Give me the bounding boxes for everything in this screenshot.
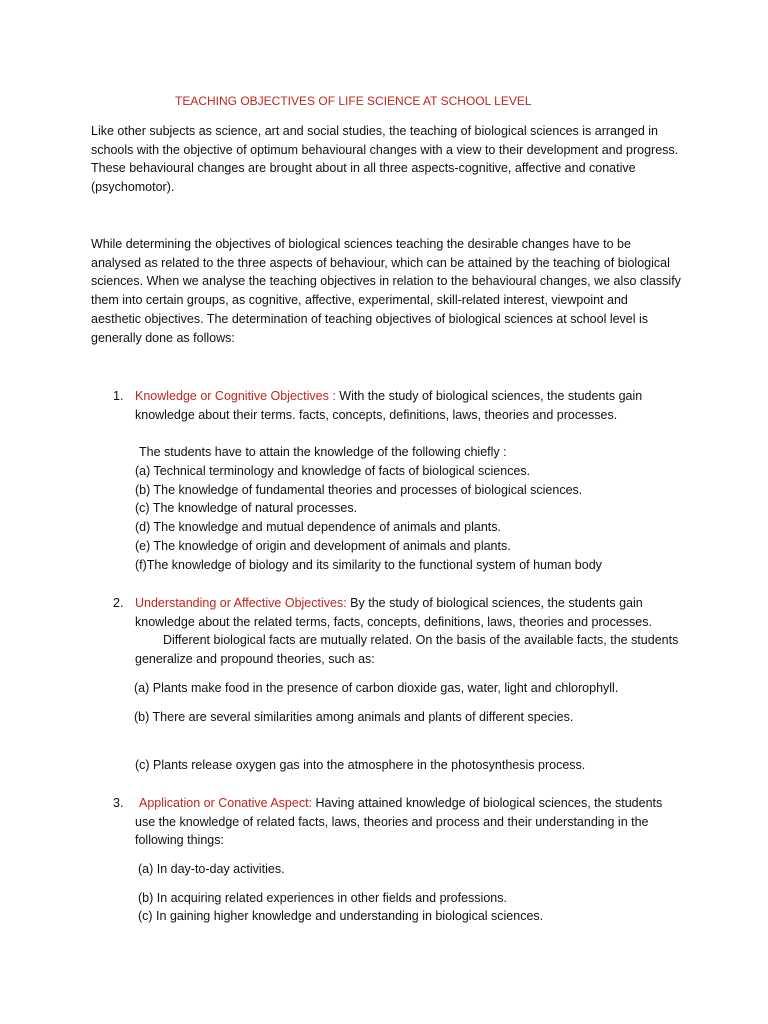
section-2-text bbox=[135, 594, 680, 669]
section-3-number: 3. bbox=[113, 796, 124, 810]
page-title: TEACHING OBJECTIVES OF LIFE SCIENCE AT SCHOOL LEVEL bbox=[175, 94, 532, 108]
list-item: (d) The knowledge and mutual dependence of animals and plants. bbox=[135, 520, 501, 534]
list-item: (a) In day-to-day activities. bbox=[138, 862, 285, 876]
list-item: (a) Technical terminology and knowledge of facts of biological sciences. bbox=[135, 464, 531, 478]
section-1-text bbox=[135, 387, 680, 424]
list-item: (b) In acquiring related experiences in other fields and professions. bbox=[138, 891, 507, 905]
section-2-number: 2. bbox=[113, 596, 124, 610]
section-3-body: Having attained knowledge of biological sciences, the students use the knowledge of related facts, laws, theories and process and their understanding in the following things: bbox=[135, 796, 663, 848]
intro-paragraph-2: While determining the objectives of biological sciences teaching the desirable changes have to be analysed as related to the three aspects of behaviour, which can be attained by the teaching of biological sciences. When we analyse the teaching objectives in relation to the behavioural changes, we also classify them into certain groups, as cognitive, affective, experimental, skill-related interest, viewpoint and aesthetic objectives. The determination of teaching objectives of biological sciences at school level is generally done as follows: bbox=[91, 237, 681, 345]
list-item: (a) Plants make food in the presence of carbon dioxide gas, water, light and chlorophyll. bbox=[134, 681, 619, 695]
intro-paragraph-1: Like other subjects as science, art and social studies, the teaching of biological sciences is arranged in schools with the objective of optimum behavioural changes with a view to their development and progress. These behavioural changes are brought about in all three aspects-cognitive, affective and conative (psychomotor). bbox=[91, 124, 679, 195]
section-2-body-2: Different biological facts are mutually related. On the basis of the available facts, the students generalize and propound theories, such as: bbox=[135, 633, 679, 667]
section-3-heading: Application or Conative Aspect: bbox=[139, 796, 313, 810]
section-1-heading: Knowledge or Cognitive Objectives : bbox=[135, 389, 336, 403]
section-1-body: With the study of biological sciences, the students gain knowledge about their terms. facts, concepts, definitions, laws, theories and processes. bbox=[135, 389, 643, 422]
list-item: (b) There are several similarities among animals and plants of different species. bbox=[134, 710, 574, 724]
list-item: (f)The knowledge of biology and its similarity to the functional system of human body bbox=[135, 558, 602, 572]
list-item: (c) In gaining higher knowledge and understanding in biological sciences. bbox=[138, 909, 544, 923]
section-2-body: By the study of biological sciences, the students gain knowledge about the related terms, facts, concepts, definitions, laws, theories and processes. bbox=[135, 596, 652, 629]
section-2-heading: Understanding or Affective Objectives: bbox=[135, 596, 347, 610]
section-1-intro: The students have to attain the knowledge of the following chiefly : bbox=[139, 445, 507, 459]
section-1-number: 1. bbox=[113, 389, 124, 403]
section-3-text bbox=[135, 794, 683, 850]
list-item: (c) The knowledge of natural processes. bbox=[135, 501, 358, 515]
list-item: (c) Plants release oxygen gas into the atmosphere in the photosynthesis process. bbox=[135, 758, 586, 772]
list-item: (e) The knowledge of origin and development of animals and plants. bbox=[135, 539, 511, 553]
list-item: (b) The knowledge of fundamental theories and processes of biological sciences. bbox=[135, 483, 583, 497]
